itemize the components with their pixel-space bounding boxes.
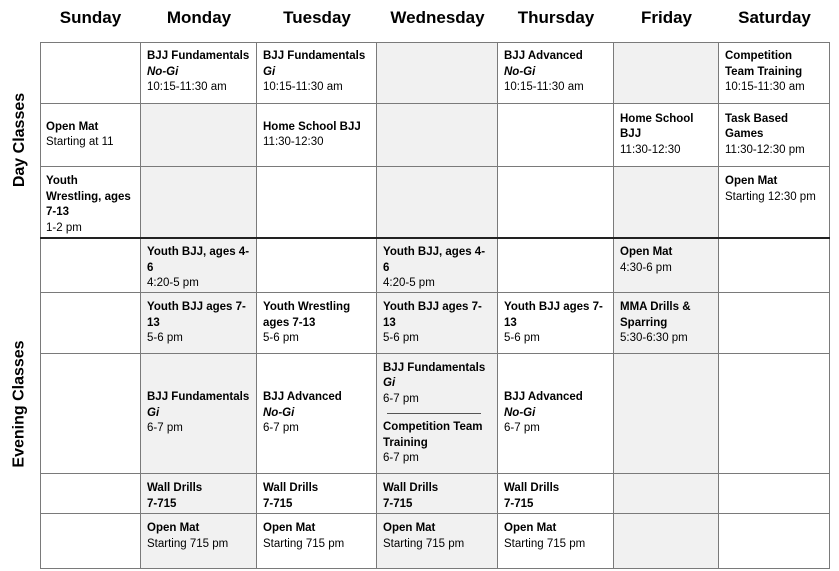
class-title: Youth BJJ ages 7-13 [383,301,482,329]
class-time: Starting at 11 [46,136,114,148]
section-divider [40,237,830,239]
class-entry [620,112,712,159]
schedule-cell [257,474,377,514]
class-title: Wall Drills [383,482,439,494]
class-divider [387,413,481,414]
schedule-cell [40,104,141,167]
schedule-cell [719,354,830,474]
class-time: 6-7 pm [147,422,183,435]
class-entry [504,521,607,552]
day-header-wednesday: Wednesday [390,8,485,27]
class-time: Starting 715 pm [504,537,586,550]
class-entry [504,390,607,437]
class-time: 6-7 pm [383,392,419,405]
schedule-cell [40,167,141,238]
class-entry [147,300,250,347]
class-time: Starting 715 pm [147,537,229,550]
class-style: No-Gi [147,65,179,78]
day-header-tuesday: Tuesday [283,8,351,27]
class-time: 5-6 pm [263,332,299,344]
schedule-cell [614,104,719,167]
class-time: 4:20-5 pm [383,277,435,289]
class-title: Open Mat [725,175,778,187]
schedule-cell [614,293,719,354]
schedule-cell [614,238,719,293]
class-title: MMA Drills & Sparring [620,301,691,329]
schedule-cell [719,42,830,104]
class-title: Open Mat [504,522,557,534]
class-time: 10:15-11:30 am [263,81,343,93]
evening-classes-label: Evening Classes [11,340,29,468]
class-title: Open Mat [147,522,200,534]
schedule-cell [498,104,614,167]
schedule-cell [377,293,498,354]
schedule-cell [498,42,614,104]
schedule-cell [719,238,830,293]
schedule-cell [377,42,498,104]
class-title: Youth Wrestling, ages 7-13 [46,175,131,218]
class-title: Youth BJJ, ages 4-6 [147,246,250,274]
class-entry [383,361,491,408]
schedule-cell [141,514,257,569]
class-time: 10:15-11:30 am [504,81,584,93]
section-label-day [0,42,40,238]
schedule-cell [40,293,141,354]
class-entry [383,481,491,512]
schedule-cell [498,238,614,293]
class-entry [725,112,823,159]
schedule-cell [141,293,257,354]
class-time: 5:30-6:30 pm [620,332,688,344]
class-time: 11:30-12:30 [263,136,324,148]
class-time: 11:30-12:30 [620,143,681,156]
class-entry [147,481,250,512]
schedule-cell [40,474,141,514]
class-title: Youth BJJ ages 7-13 [504,301,603,329]
class-entry [147,49,250,96]
class-time: 5-6 pm [383,332,419,344]
schedule-cell [257,42,377,104]
day-header-thursday: Thursday [517,8,595,27]
class-title: BJJ Advanced [504,50,583,62]
class-time: 5-6 pm [147,332,183,344]
class-entry [620,245,712,276]
class-style: Gi [147,406,160,419]
schedule-cell [498,474,614,514]
class-title: Open Mat [620,246,673,258]
class-title: Competition Team Training [383,421,483,449]
class-entry [263,120,370,151]
class-time: 7-715 [263,497,293,510]
class-title: BJJ Fundamentals [147,50,250,62]
schedule-cell [257,354,377,474]
schedule-cell [719,167,830,238]
class-title: BJJ Advanced [504,391,583,404]
class-title: Wall Drills [504,482,560,494]
schedule-cell [141,354,257,474]
schedule-cell [257,238,377,293]
schedule-cell [257,167,377,238]
schedule-cell [40,42,141,104]
schedule-cell [40,354,141,474]
section-label-evening [0,239,40,569]
class-title: Home School BJJ [620,112,694,141]
class-entry [147,245,250,292]
class-entry [46,120,134,151]
class-entry [46,174,134,236]
schedule-cell [377,104,498,167]
class-entry [383,521,491,552]
schedule-cell [257,293,377,354]
class-time: 11:30-12:30 pm [725,143,805,156]
class-time: 6-7 pm [263,422,299,435]
class-time: 6-7 pm [383,452,419,464]
schedule-cell [141,104,257,167]
schedule-cell [614,167,719,238]
class-time: 4:30-6 pm [620,261,672,274]
class-entry [504,481,607,512]
class-entry [263,521,370,552]
day-header-sunday: Sunday [59,8,122,27]
schedule-cell [498,514,614,569]
schedule-cell [40,238,141,293]
schedule-cell [40,514,141,569]
class-entry [504,300,607,347]
class-entry [725,49,823,96]
schedule-cell [377,354,498,474]
class-title: BJJ Fundamentals [263,50,366,62]
day-header-friday: Friday [640,8,693,27]
class-time: 6-7 pm [504,422,540,435]
schedule-cell [257,104,377,167]
class-entry [263,390,370,437]
schedule-cell [614,42,719,104]
class-time: 7-715 [383,497,413,510]
class-entry [147,390,250,437]
schedule-cell [141,474,257,514]
class-entry [383,245,491,292]
class-style: No-Gi [263,406,295,419]
class-style: Gi [383,377,396,389]
schedule-cell [719,514,830,569]
class-title: Task Based Games [725,112,789,141]
schedule-cell [719,104,830,167]
schedule-cell [719,474,830,514]
class-style: Gi [263,65,276,78]
class-entry [263,300,370,347]
class-title: Wall Drills [147,482,203,494]
class-entry [620,300,712,347]
class-title: Youth BJJ, ages 4-6 [383,246,486,274]
class-title: BJJ Fundamentals [383,361,486,374]
class-entry [504,49,607,96]
class-title: Home School BJJ [263,120,361,133]
class-style: No-Gi [504,406,536,419]
schedule-cell [377,167,498,238]
day-header-monday: Monday [166,8,232,27]
class-time: 4:20-5 pm [147,277,199,289]
class-style: No-Gi [504,65,536,78]
schedule-cell [498,293,614,354]
class-title: Wall Drills [263,482,319,494]
class-entry [383,420,491,467]
schedule-cell [377,238,498,293]
class-title: Youth BJJ ages 7-13 [147,301,246,329]
class-entry [263,481,370,512]
schedule-cell [377,514,498,569]
schedule-cell [498,354,614,474]
day-classes-label: Day Classes [11,92,29,188]
schedule-cell [719,293,830,354]
class-title: Competition Team Training [725,50,803,78]
class-time: Starting 715 pm [263,537,345,550]
class-title: BJJ Advanced [263,391,342,404]
class-title: Open Mat [383,522,436,534]
class-time: Starting 715 pm [383,537,465,550]
class-time: 1-2 pm [46,221,82,234]
class-time: 10:15-11:30 am [147,81,227,93]
class-entry [147,521,250,552]
schedule-grid [40,42,830,569]
class-entry [263,49,370,96]
class-title: BJJ Fundamentals [147,391,250,404]
class-time: Starting 12:30 pm [725,190,816,203]
schedule-cell [614,354,719,474]
class-time: 10:15-11:30 am [725,81,805,93]
schedule-cell [498,167,614,238]
class-time: 5-6 pm [504,332,540,344]
schedule-cell [377,474,498,514]
class-title: Open Mat [46,120,99,133]
class-title: Youth Wrestling ages 7-13 [263,301,351,329]
schedule-cell [614,474,719,514]
schedule-cell [141,167,257,238]
class-entry [383,300,491,347]
schedule-cell [614,514,719,569]
class-time: 7-715 [504,497,534,510]
schedule-cell [141,238,257,293]
schedule-cell [257,514,377,569]
class-time: 7-715 [147,497,177,510]
class-entry [725,174,823,205]
schedule-cell [141,42,257,104]
class-title: Open Mat [263,522,316,534]
day-header-saturday: Saturday [738,8,811,27]
